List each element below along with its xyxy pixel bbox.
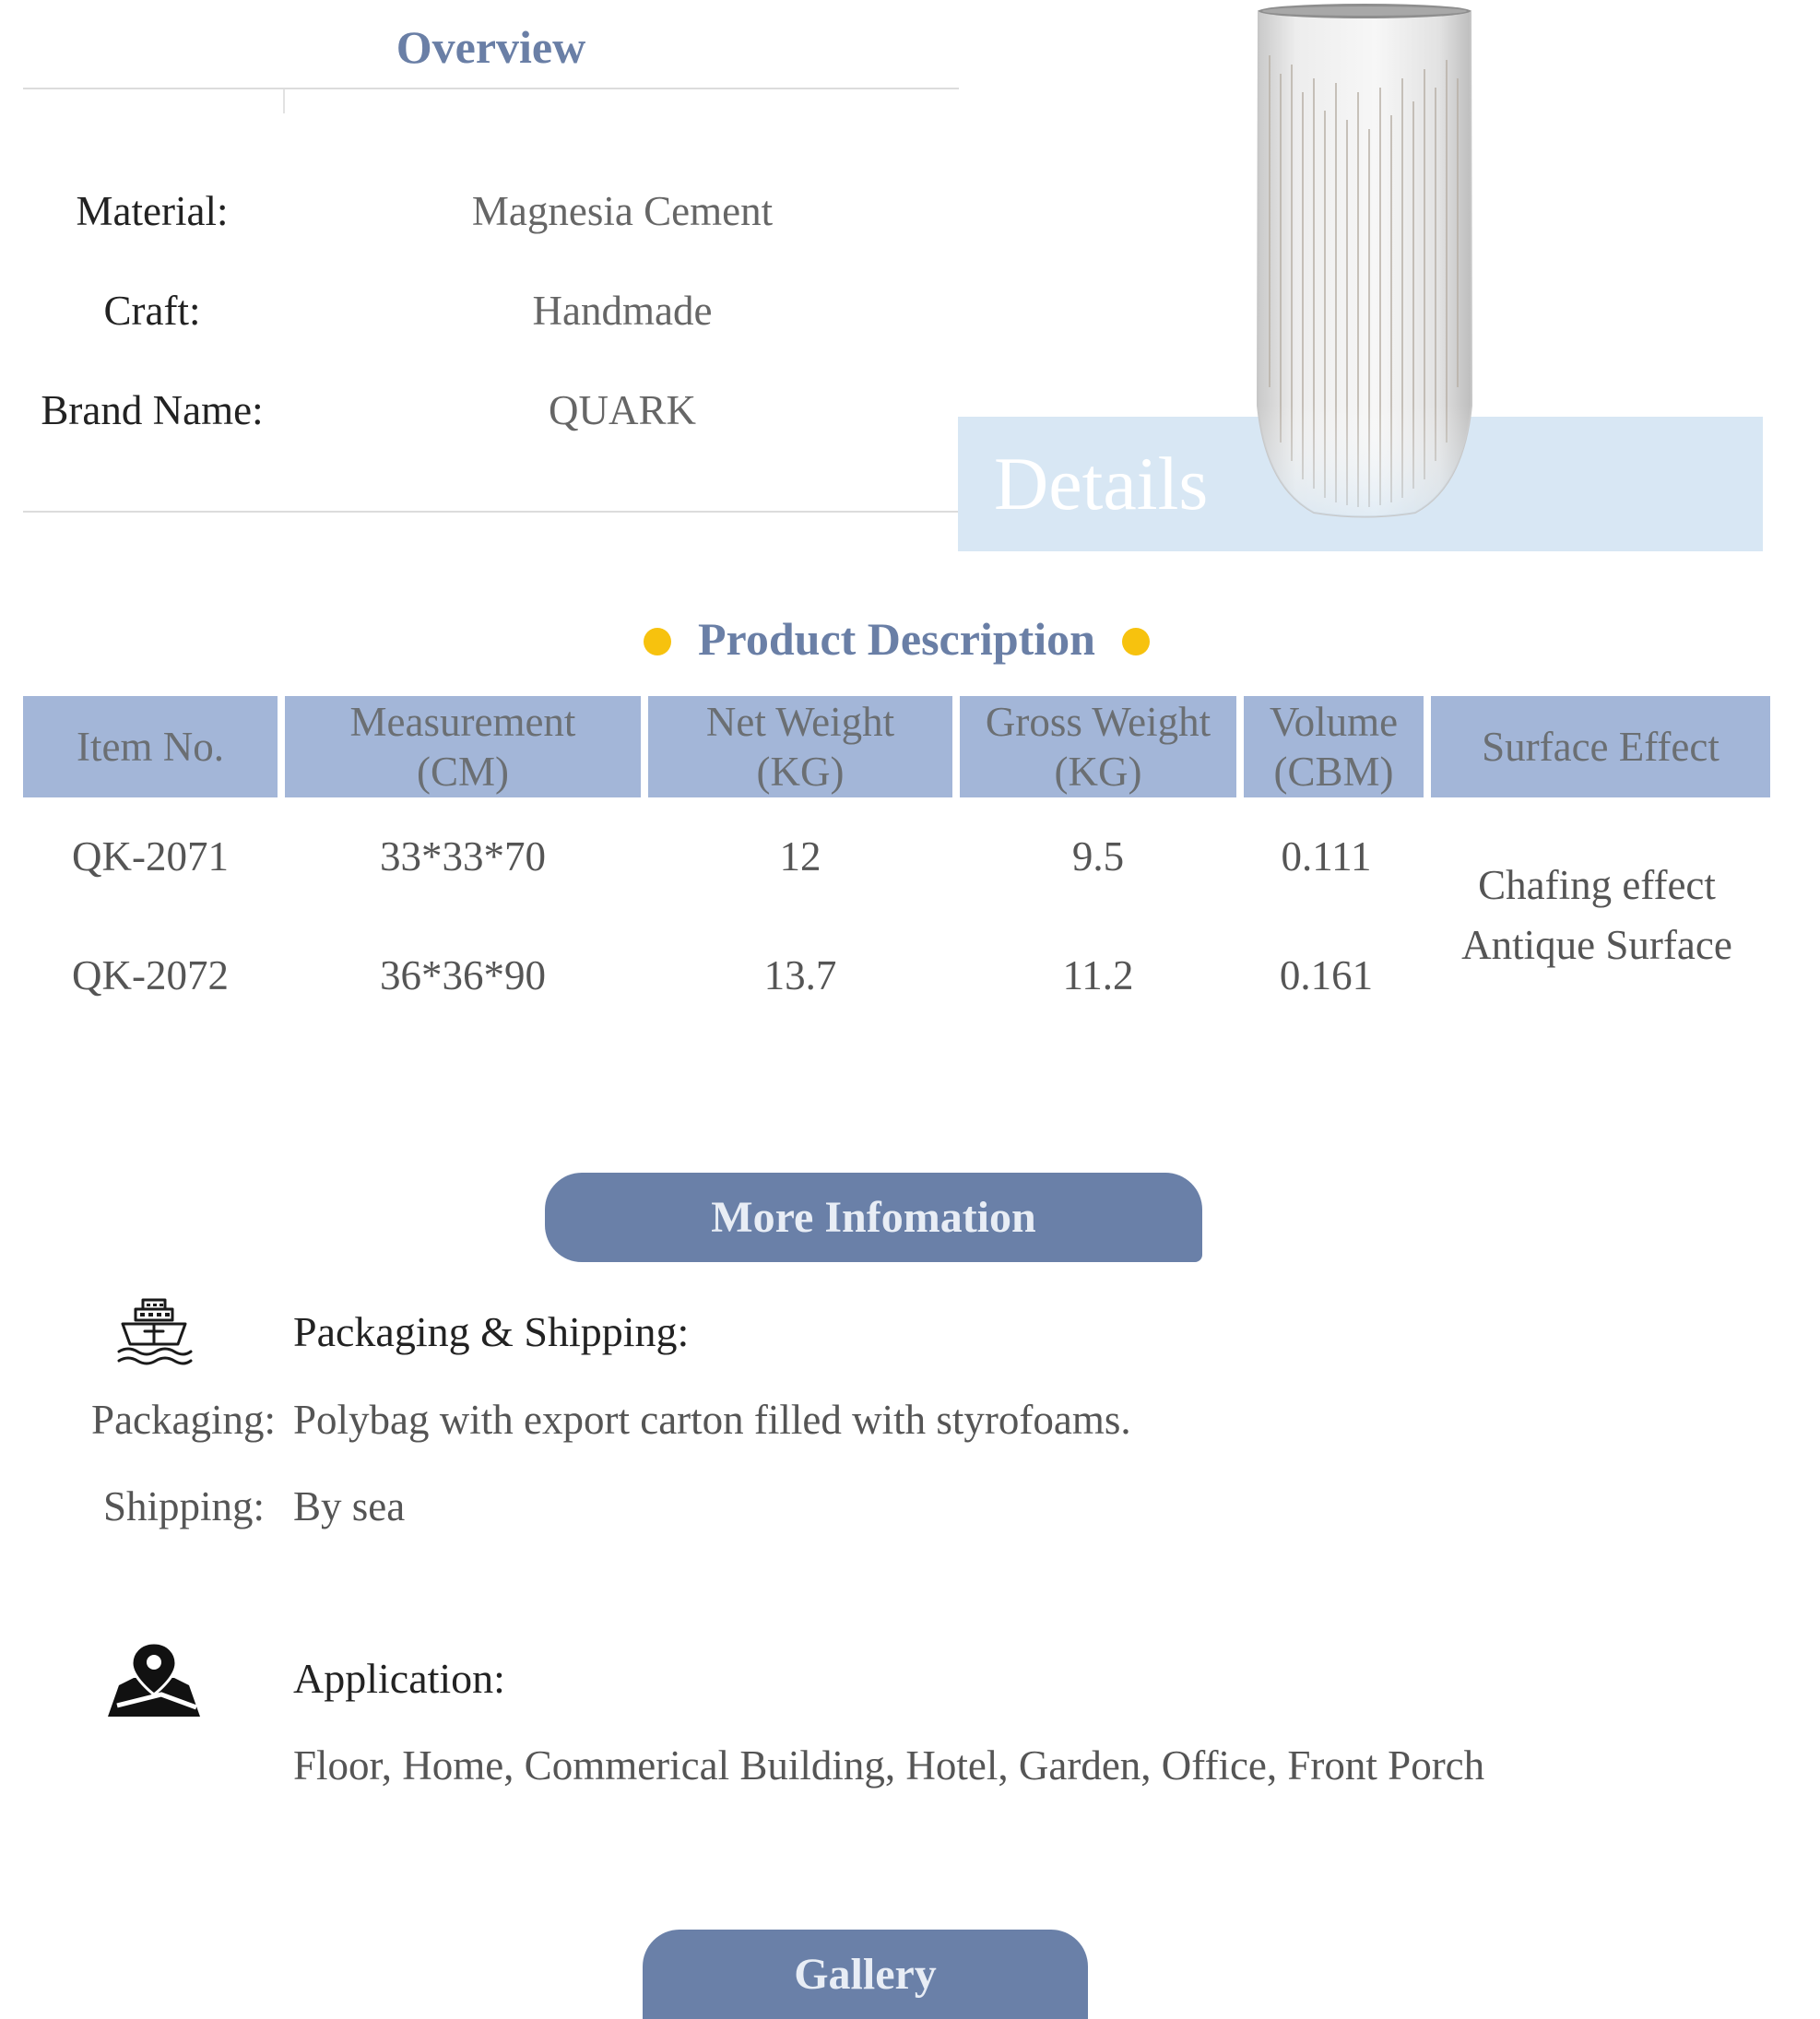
cell-volume: 0.161 <box>1279 952 1374 998</box>
shipping-label: Shipping: <box>102 1483 265 1529</box>
overview-label-craft: Craft: <box>103 288 201 334</box>
cell-volume: 0.111 <box>1281 833 1372 880</box>
details-label: Details <box>994 442 1209 525</box>
heading-dot-right <box>1122 628 1150 655</box>
header-gross-weight: Gross Weight (KG) <box>960 696 1236 797</box>
packaging-shipping-heading: Packaging & Shipping: <box>293 1308 690 1355</box>
overview-label-brand: Brand Name: <box>41 387 264 433</box>
cell-net-weight: 12 <box>779 833 821 880</box>
vase-image <box>1249 0 1480 521</box>
cell-surface-effect: Chafing effect Antique Surface <box>1461 862 1732 968</box>
cell-measurement: 36*36*90 <box>380 952 546 998</box>
header-volume: Volume (CBM) <box>1244 696 1424 797</box>
packaging-value: Polybag with export carton filled with styrofoams. <box>293 1397 1131 1443</box>
overview-top-divider <box>23 88 959 89</box>
cell-item-no: QK-2071 <box>72 833 229 880</box>
overview-value-craft: Handmade <box>532 288 713 334</box>
overview-value-material: Magnesia Cement <box>471 188 774 234</box>
cell-item-no: QK-2072 <box>72 952 229 998</box>
more-information-button[interactable]: More Infomation <box>545 1173 1202 1262</box>
gallery-button[interactable]: Gallery <box>643 1930 1088 2019</box>
ship-icon <box>115 1296 193 1370</box>
application-heading: Application: <box>293 1655 505 1702</box>
cell-measurement: 33*33*70 <box>380 833 546 880</box>
overview-value-brand: QUARK <box>548 387 696 433</box>
cell-net-weight: 13.7 <box>763 952 837 998</box>
overview-label-material: Material: <box>76 188 229 234</box>
product-description-title: Product Description <box>698 613 1095 665</box>
header-item-no: Item No. <box>23 696 278 797</box>
header-measurement: Measurement (CM) <box>285 696 641 797</box>
packaging-label: Packaging: <box>91 1397 276 1443</box>
map-pin-icon <box>106 1641 202 1718</box>
cell-gross-weight: 11.2 <box>1062 952 1134 998</box>
table-row <box>23 951 1424 1007</box>
cell-gross-weight: 9.5 <box>1071 833 1125 880</box>
shipping-value: By sea <box>293 1483 406 1529</box>
application-value: Floor, Home, Commerical Building, Hotel, Garden, Office, Front Porch <box>293 1742 1485 1789</box>
overview-title: Overview <box>396 21 586 73</box>
table-row <box>23 832 1424 888</box>
header-net-weight: Net Weight (KG) <box>648 696 952 797</box>
overview-tick <box>283 89 285 113</box>
header-surface-effect: Surface Effect <box>1431 696 1770 797</box>
overview-bottom-divider <box>23 511 959 513</box>
heading-dot-left <box>644 628 671 655</box>
